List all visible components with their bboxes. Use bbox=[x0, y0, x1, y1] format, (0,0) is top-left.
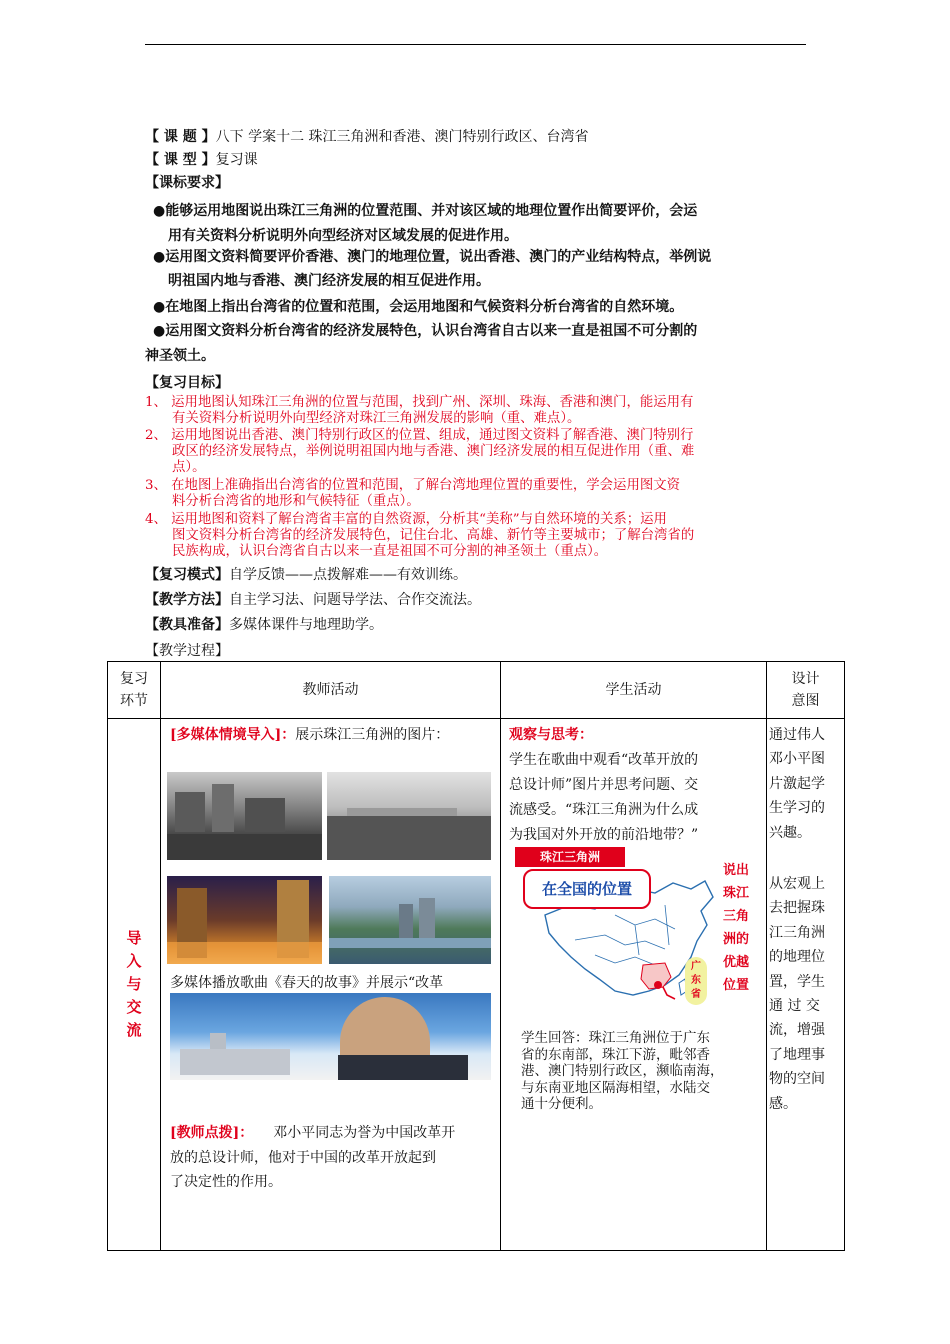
goal-line: 图文资料分析台湾省的经济发展特色，记住台北、高雄、新竹等主要城市；了解台湾省的 bbox=[172, 528, 695, 543]
china-location-map bbox=[515, 845, 755, 1015]
header-design-text: 意图 bbox=[791, 693, 820, 709]
stage-char: 流 bbox=[126, 1021, 142, 1039]
topic-value: 八下 学案十二 珠江三角洲和香港、澳门特别行政区、台湾省 bbox=[215, 129, 589, 145]
stage-char: 入 bbox=[126, 952, 142, 970]
stage-char: 与 bbox=[126, 975, 142, 993]
note-text: 放的总设计师，他对于中国的改革开放起到 bbox=[170, 1150, 436, 1166]
observe-text: 流感受。“珠江三角洲为什么成 bbox=[509, 802, 699, 818]
map-side-text: 洲的 bbox=[722, 932, 749, 947]
student-answer bbox=[521, 1030, 724, 1113]
design-line: 流，增强 bbox=[769, 1022, 825, 1039]
note-text: 邓小平同志为誉为中国改革开 bbox=[273, 1125, 456, 1141]
design-line: 通过伟人 bbox=[769, 727, 825, 743]
night-city-photo bbox=[167, 876, 322, 964]
process-label: 【教学过程】 bbox=[145, 643, 229, 659]
method-line bbox=[145, 591, 481, 609]
answer-line: 港、澳门特别行政区，濒临南海， bbox=[521, 1063, 724, 1079]
mode-line bbox=[145, 566, 467, 584]
standard-line: ●能够运用地图说出珠江三角洲的位置范围、并对该区域的地理位置作出简要评价，会运 bbox=[153, 203, 698, 219]
type-label: 【 课 型 】 bbox=[145, 152, 216, 168]
guangdong-label bbox=[685, 957, 707, 1005]
map-side-text: 位置 bbox=[722, 978, 749, 993]
header-student: 学生活动 bbox=[501, 662, 767, 719]
topic-line bbox=[145, 128, 589, 146]
design-line: 的地理位 bbox=[769, 949, 825, 966]
goal-line: 3、 在地图上准确指出台湾省的位置和范围，了解台湾地理位置的重要性，学会运用图文资 bbox=[145, 478, 681, 493]
header-rule bbox=[145, 44, 806, 45]
design-line: 生学习的 bbox=[769, 800, 825, 817]
tools-line bbox=[145, 616, 383, 634]
standards-label: 【课标要求】 bbox=[145, 175, 229, 191]
river-city-photo bbox=[329, 876, 491, 964]
standard-line: 神圣领土。 bbox=[145, 348, 215, 364]
header-design bbox=[767, 662, 845, 719]
type-value: 复习课 bbox=[215, 152, 258, 168]
stage-char: 导 bbox=[126, 929, 142, 947]
header-stage-text: 复习 bbox=[120, 671, 148, 687]
standard-line: ●运用图文资料分析台湾省的经济发展特色，认识台湾省自古以来一直是祖国不可分割的 bbox=[153, 323, 698, 339]
goal-line: 政区的经济发展特点，举例说明祖国内地与香港、澳门经济发展的相互促进作用（重、难 bbox=[172, 444, 695, 459]
map-side-text: 优越 bbox=[722, 955, 749, 970]
harbor-photo bbox=[327, 772, 491, 860]
header-design-text: 设计 bbox=[791, 671, 820, 687]
design-text-a bbox=[769, 723, 825, 845]
method-label: 【教学方法】 bbox=[145, 592, 229, 608]
answer-line: 通十分便利。 bbox=[521, 1096, 602, 1112]
goal-line: 料分析台湾省的地形和气候特征（重点）。 bbox=[172, 494, 420, 509]
intro-tag: [多媒体情境导入]： bbox=[170, 727, 296, 743]
method-value: 自主学习法、问题导学法、合作交流法。 bbox=[229, 592, 481, 608]
intro-text: 展示珠江三角洲的图片： bbox=[295, 727, 450, 743]
guangdong-char: 广 bbox=[691, 961, 701, 972]
goal-line: 2、 运用地图说出香港、澳门特别行政区的位置、组成，通过图文资料了解香港、澳门特别行 bbox=[145, 428, 694, 443]
guangdong-char: 省 bbox=[691, 989, 701, 1000]
goal-line: 点）。 bbox=[172, 460, 206, 475]
tools-label: 【教具准备】 bbox=[145, 617, 229, 633]
observe-text: 学生在歌曲中观看“改革开放的 bbox=[509, 752, 699, 768]
map-side-text: 说出 bbox=[722, 863, 749, 878]
song-line: 多媒体播放歌曲《春天的故事》并展示“改革 bbox=[170, 975, 444, 991]
design-line: 江三角洲 bbox=[769, 924, 825, 941]
design-line: 邓小平图 bbox=[769, 751, 825, 768]
map-side-text: 珠江 bbox=[722, 886, 749, 901]
goal-line: 民族构成，认识台湾省自古以来一直是祖国不可分割的神圣领土（重点）。 bbox=[172, 544, 608, 559]
type-line bbox=[145, 151, 258, 169]
standard-line: 用有关资料分析说明外向型经济对区域发展的促进作用。 bbox=[168, 228, 518, 244]
note-line bbox=[170, 1121, 455, 1145]
topic-label: 【 课 题 】 bbox=[145, 129, 216, 145]
map-subtitle: 在全国的位置 bbox=[523, 869, 651, 909]
standard-line: ●在地图上指出台湾省的位置和范围，会运用地图和气候资料分析台湾省的自然环境。 bbox=[153, 299, 684, 315]
map-title: 珠江三角洲 bbox=[515, 847, 625, 867]
header-stage bbox=[108, 662, 161, 719]
mode-value: 自学反馈——点拨解难——有效训练。 bbox=[229, 567, 467, 583]
tools-value: 多媒体课件与地理助学。 bbox=[229, 617, 383, 633]
goal-line: 1、 运用地图认知珠江三角洲的位置与范围，找到广州、深圳、珠海、香港和澳门，能运用有 bbox=[145, 395, 694, 410]
standard-line: ●运用图文资料简要评价香港、澳门的地理位置，说出香港、澳门的产业结构特点，举例说 bbox=[153, 249, 712, 265]
observe-text: 为我国对外开放的前沿地带？” bbox=[509, 827, 699, 843]
table-header-row bbox=[108, 662, 845, 719]
design-line: 物的空间 bbox=[769, 1071, 825, 1088]
design-line: 去把握珠 bbox=[769, 900, 825, 917]
deng-xiaoping-photo bbox=[170, 993, 491, 1080]
design-line: 了地理事 bbox=[769, 1046, 825, 1063]
map-side-text: 三角 bbox=[722, 909, 749, 924]
note-tag: [教师点拨]： bbox=[170, 1125, 254, 1141]
answer-line: 省的东南部，珠江下游，毗邻香 bbox=[521, 1046, 710, 1063]
goal-line: 4、 运用地图和资料了解台湾省丰富的自然资源，分析其“美称”与自然环境的关系；运用 bbox=[145, 512, 667, 527]
design-line: 通 过 交 bbox=[769, 998, 820, 1015]
map-side-label bbox=[720, 859, 752, 997]
design-line: 从宏观上 bbox=[769, 876, 825, 892]
standard-line: 明祖国内地与香港、澳门经济发展的相互促进作用。 bbox=[168, 273, 490, 289]
intro-line bbox=[170, 723, 449, 747]
design-line: 兴趣。 bbox=[769, 824, 811, 841]
header-stage-text: 环节 bbox=[120, 693, 148, 709]
observe-text: 总设计师”图片并思考问题、交 bbox=[509, 777, 699, 793]
header-teacher: 教师活动 bbox=[161, 662, 501, 719]
answer-line: 学生回答：珠江三角洲位于广东 bbox=[521, 1030, 710, 1046]
design-line: 置，学生 bbox=[769, 973, 825, 990]
guangdong-char: 东 bbox=[691, 975, 701, 986]
answer-line: 与东南亚地区隔海相望，水陆交 bbox=[521, 1079, 710, 1096]
stage-char: 交 bbox=[126, 998, 142, 1016]
stage-cell bbox=[108, 719, 161, 1251]
observe-tag: 观察与思考： bbox=[509, 727, 593, 743]
design-line: 感。 bbox=[769, 1095, 797, 1112]
goal-line: 有关资料分析说明外向型经济对珠江三角洲发展的影响（重、难点）。 bbox=[172, 411, 581, 426]
note-text: 了决定性的作用。 bbox=[170, 1174, 282, 1190]
mode-label: 【复习模式】 bbox=[145, 567, 229, 583]
old-city-photo bbox=[167, 772, 322, 860]
design-line: 片激起学 bbox=[769, 775, 825, 792]
goals-label: 【复习目标】 bbox=[145, 375, 229, 391]
design-text-b bbox=[769, 872, 825, 1116]
